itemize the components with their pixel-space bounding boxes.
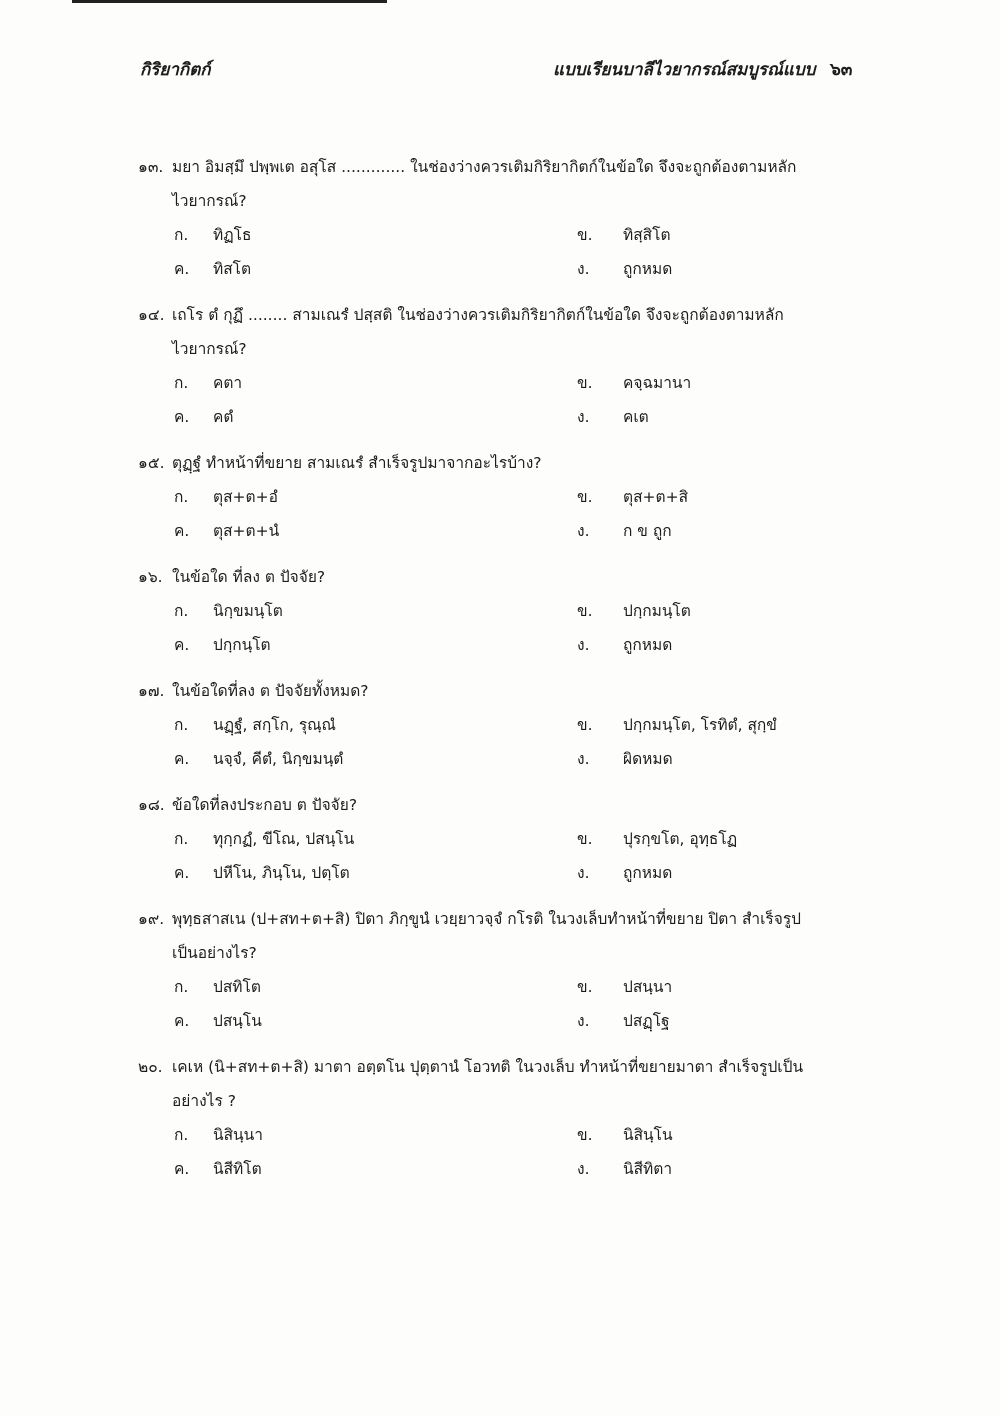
option-letter: ค. (174, 260, 190, 278)
option-text: ก ข ถูก (623, 522, 672, 540)
option-letter: ข. (577, 716, 593, 734)
option-letter: ค. (174, 636, 190, 654)
option-row (0, 400, 1000, 434)
question-line (0, 1050, 1000, 1084)
option-row (0, 708, 1000, 742)
option-row (0, 856, 1000, 890)
question-text: เคเห (นิ+สท+ต+สิ) มาตา อตฺตโน ปุตฺตานํ โอวทติ ในวงเล็บ ทำหน้าที่ขยายมาตา สำเร็จรูปเป็น (172, 1058, 804, 1076)
question-text: มยา อิมสฺมึ ปพฺพเต อสุโส ............. ในช่องว่างควรเติมกิริยากิตก์ในข้อใด จึงจะถูกต้องตามหลัก (172, 158, 797, 176)
question-gap (0, 890, 1000, 902)
option-text: ตุส+ต+นํ (213, 522, 280, 540)
question-continuation: เป็นอย่างไร? (172, 944, 257, 962)
option-text: นจฺจํ, คีตํ, นิกฺขมนฺตํ (213, 750, 344, 768)
option-letter: ค. (174, 864, 190, 882)
option-row (0, 218, 1000, 252)
option-letter: ข. (577, 226, 593, 244)
page-number: ๖๓ (830, 60, 853, 80)
question-number: ๑๙. (138, 910, 165, 928)
option-letter: ง. (577, 636, 590, 654)
option-text: ปกฺกมนฺโต, โรทิตํ, สุกฺขํ (623, 716, 777, 734)
question-item (0, 150, 1000, 298)
option-text: คตํ (213, 408, 234, 426)
question-continuation-line (0, 1084, 1000, 1118)
option-letter: ง. (577, 260, 590, 278)
option-text: ปกฺกนฺโต (213, 636, 271, 654)
question-gap (0, 434, 1000, 446)
option-letter: ค. (174, 750, 190, 768)
option-row (0, 628, 1000, 662)
question-gap (0, 1186, 1000, 1198)
option-text: ตุส+ต+อํ (213, 488, 278, 506)
option-row (0, 1152, 1000, 1186)
option-text: ปสนฺนา (623, 978, 673, 996)
option-letter: ง. (577, 522, 590, 540)
page-header (0, 56, 1000, 86)
question-continuation-line (0, 184, 1000, 218)
option-text: ทิสฺสิโต (623, 226, 671, 244)
option-letter: ง. (577, 1160, 590, 1178)
option-letter: ข. (577, 374, 593, 392)
option-row (0, 822, 1000, 856)
question-line (0, 788, 1000, 822)
option-text: ปสฏฺโฐ (623, 1012, 670, 1030)
question-gap (0, 1038, 1000, 1050)
option-text: ถูกหมด (623, 864, 673, 882)
option-letter: ข. (577, 830, 593, 848)
question-number: ๑๗. (138, 682, 165, 700)
question-item (0, 1050, 1000, 1198)
question-number: ๑๖. (138, 568, 163, 586)
option-row (0, 594, 1000, 628)
question-text: ในข้อใด ที่ลง ต ปัจจัย? (172, 568, 326, 586)
question-number: ๑๕. (138, 454, 165, 472)
option-text: ทิฏโธ (213, 226, 252, 244)
chapter-title: กิริยากิตก์ (140, 60, 211, 80)
option-letter: ง. (577, 1012, 590, 1030)
option-text: นิสีทิโต (213, 1160, 262, 1178)
option-text: คตา (213, 374, 243, 392)
option-letter: ข. (577, 1126, 593, 1144)
option-text: ปกฺกมนฺโต (623, 602, 691, 620)
question-item (0, 298, 1000, 446)
option-row (0, 480, 1000, 514)
question-text: พุทฺธสาสเน (ป+สท+ต+สิ) ปิตา ภิกฺขูนํ เวยฺยาวจฺจํ กโรติ ในวงเล็บทำหน้าที่ขยาย ปิตา สำเร็จรูป (172, 910, 801, 928)
option-text: นิกฺขมนฺโต (213, 602, 283, 620)
option-letter: ก. (174, 830, 189, 848)
option-text: ปุรกฺขโต, อุทฺธโฏ (623, 830, 738, 848)
option-text: คจฺฉมานา (623, 374, 692, 392)
option-text: นิสีทิตา (623, 1160, 673, 1178)
question-item (0, 446, 1000, 560)
option-row (0, 1118, 1000, 1152)
question-continuation-line (0, 332, 1000, 366)
question-line (0, 298, 1000, 332)
option-row (0, 742, 1000, 776)
option-letter: ก. (174, 374, 189, 392)
option-row (0, 970, 1000, 1004)
question-number: ๒๐. (138, 1058, 163, 1076)
question-gap (0, 286, 1000, 298)
question-line (0, 446, 1000, 480)
option-letter: ง. (577, 408, 590, 426)
question-line (0, 560, 1000, 594)
option-text: นฏฺฐํ, สกฺโก, รุณฺณํ (213, 716, 336, 734)
option-text: ทุกฺกฏํ, ขีโณ, ปสนฺโน (213, 830, 355, 848)
option-text: คเต (623, 408, 649, 426)
question-gap (0, 662, 1000, 674)
option-text: ปสทิโต (213, 978, 261, 996)
option-text: ปหีโน, ภินฺโน, ปตฺโต (213, 864, 350, 882)
option-letter: ง. (577, 750, 590, 768)
question-number: ๑๓. (138, 158, 164, 176)
question-line (0, 674, 1000, 708)
question-continuation-line (0, 936, 1000, 970)
option-letter: ข. (577, 602, 593, 620)
option-text: ตุส+ต+สิ (623, 488, 689, 506)
option-text: ทิสโต (213, 260, 252, 278)
question-text: ข้อใดที่ลงประกอบ ต ปัจจัย? (172, 796, 358, 814)
option-row (0, 252, 1000, 286)
option-letter: ค. (174, 408, 190, 426)
option-letter: ก. (174, 602, 189, 620)
book-title: แบบเรียนบาลีไวยากรณ์สมบูรณ์แบบ (553, 60, 816, 80)
option-text: นิสินฺนา (213, 1126, 263, 1144)
option-letter: ข. (577, 488, 593, 506)
option-letter: ก. (174, 488, 189, 506)
option-letter: ก. (174, 226, 189, 244)
question-continuation: อย่างไร ? (172, 1092, 236, 1110)
top-rule (72, 0, 387, 3)
option-text: ปสนฺโน (213, 1012, 262, 1030)
question-continuation: ไวยากรณ์? (172, 192, 247, 210)
question-line (0, 150, 1000, 184)
option-text: ถูกหมด (623, 260, 673, 278)
option-letter: ค. (174, 522, 190, 540)
question-text: ตุฏฺฐํ ทำหน้าที่ขยาย สามเณรํ สำเร็จรูปมาจากอะไรบ้าง? (172, 454, 542, 472)
option-letter: ข. (577, 978, 593, 996)
option-row (0, 366, 1000, 400)
option-letter: ก. (174, 1126, 189, 1144)
question-number: ๑๘. (138, 796, 165, 814)
option-letter: ง. (577, 864, 590, 882)
option-row (0, 1004, 1000, 1038)
question-item (0, 674, 1000, 788)
question-continuation: ไวยากรณ์? (172, 340, 247, 358)
option-row (0, 514, 1000, 548)
question-text: เถโร ตํ กุฏึ ........ สามเณรํ ปสฺสติ ในช่องว่างควรเติมกิริยากิตก์ในข้อใด จึงจะถูกต้องตามหลัก (172, 306, 784, 324)
question-list (0, 150, 1000, 1198)
option-text: นิสินฺโน (623, 1126, 673, 1144)
question-number: ๑๔. (138, 306, 165, 324)
question-line (0, 902, 1000, 936)
option-text: ถูกหมด (623, 636, 673, 654)
option-letter: ก. (174, 978, 189, 996)
option-text: ผิดหมด (623, 750, 673, 768)
option-letter: ก. (174, 716, 189, 734)
question-gap (0, 776, 1000, 788)
question-item (0, 788, 1000, 902)
question-gap (0, 548, 1000, 560)
option-letter: ค. (174, 1160, 190, 1178)
question-item (0, 902, 1000, 1050)
option-letter: ค. (174, 1012, 190, 1030)
question-item (0, 560, 1000, 674)
question-text: ในข้อใดที่ลง ต ปัจจัยทั้งหมด? (172, 682, 369, 700)
